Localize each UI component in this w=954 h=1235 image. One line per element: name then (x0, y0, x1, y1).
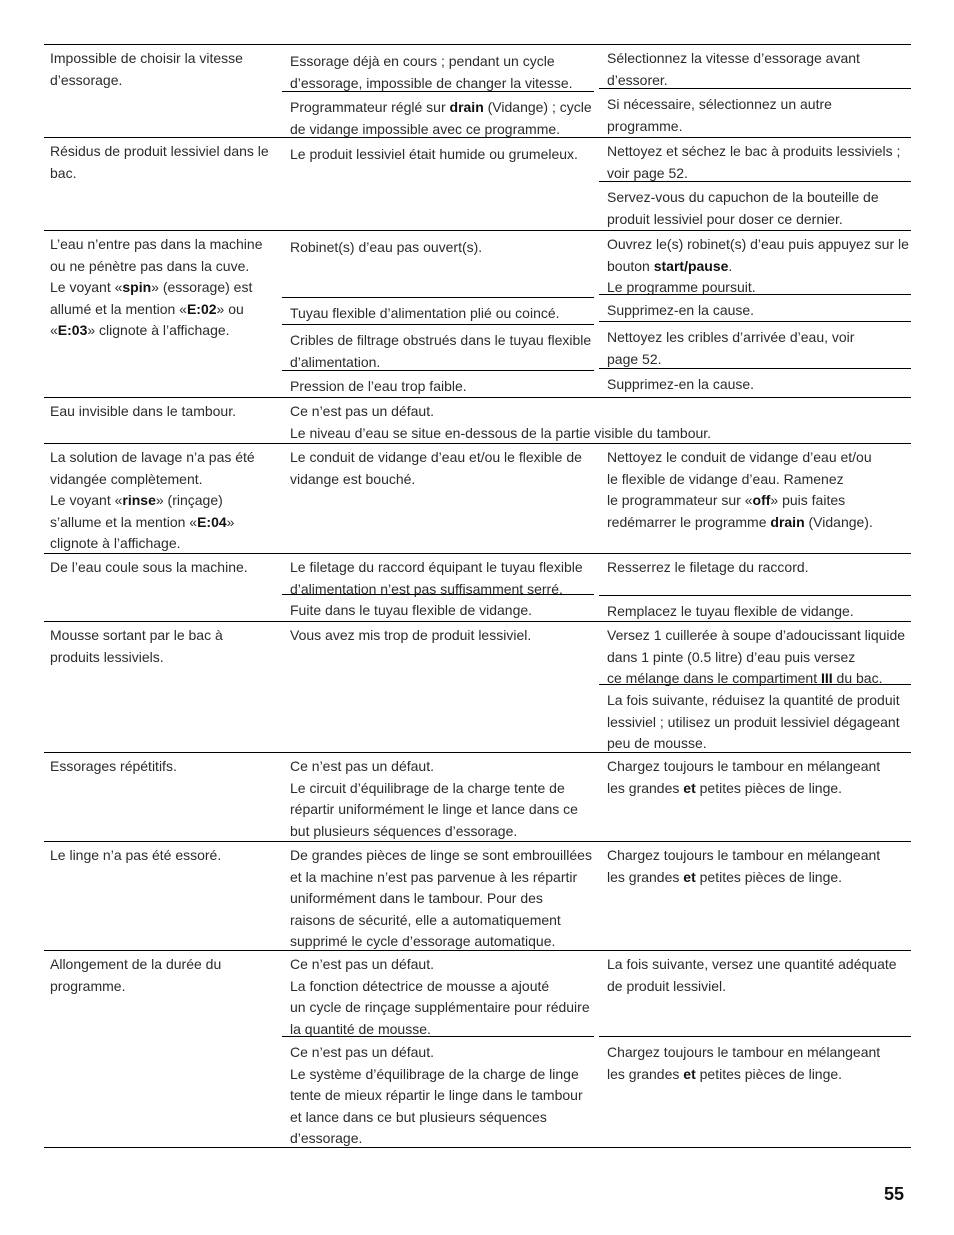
cause-text-line: répartir uniformément le linge et lance dans ce (290, 801, 578, 817)
cause-text-line: but plusieurs séquences d’essorage. (290, 822, 518, 839)
cause-text (282, 97, 602, 140)
problem-text-line: Le voyant «rinse» (rinçage) (50, 492, 223, 508)
cause-divider (282, 370, 594, 371)
cause-text-line: Programmateur réglé sur drain (Vidange) ; cycle (290, 99, 592, 115)
cause-text (282, 845, 602, 953)
cause-text (282, 600, 602, 622)
cause-text-line: Pression de l’eau trop faible. (290, 378, 467, 394)
cause-text (282, 330, 602, 373)
cause-text-line: Ce n’est pas un défaut. (290, 956, 434, 972)
cause-text-line: et la machine n’est pas parvenue à les répartir (290, 868, 578, 885)
solution-text (599, 187, 919, 230)
cause-text (282, 376, 602, 398)
solution-text-line: Sélectionnez la vitesse d’essorage avant (607, 50, 860, 66)
solution-text (599, 690, 919, 755)
solution-text-line: produit lessiviel pour doser ce dernier. (607, 210, 843, 227)
cause-text-line: Le produit lessiviel était humide ou grumeleux. (290, 146, 578, 162)
solution-text (599, 601, 919, 623)
solution-text (599, 625, 919, 690)
cause-text-line: Ce n’est pas un défaut. (290, 758, 434, 774)
cause-text-line: Fuite dans le tuyau flexible de vidange. (290, 602, 533, 618)
problem-text-line: Eau invisible dans le tambour. (50, 403, 236, 419)
table-row (44, 950, 911, 1148)
problem-text-line: Mousse sortant par le bac à (50, 627, 223, 643)
solution-text-line: lessiviel ; utilisez un produit lessiviel dégageant (607, 713, 900, 730)
cause-text-line: supprimé le cycle d’essorage automatique. (290, 933, 556, 949)
solution-text (599, 1042, 919, 1085)
cause-text-line: d’alimentation. (290, 353, 381, 370)
cause-text-line: de vidange impossible avec ce programme. (290, 120, 561, 137)
cause-divider (282, 324, 594, 325)
cause-divider (282, 594, 594, 595)
cause-text-line: Essorage déjà en cours ; pendant un cycle (290, 53, 555, 69)
problem-text (50, 234, 275, 342)
cause-text (282, 756, 602, 842)
solution-divider (599, 368, 911, 369)
cause-text-line: d’alimentation n’est pas suffisamment serré. (290, 580, 563, 597)
solution-divider (599, 294, 911, 295)
solution-text (599, 234, 919, 299)
cause-text (282, 447, 602, 490)
cause-divider (282, 297, 594, 298)
problem-text (50, 954, 275, 997)
cause-text (282, 144, 602, 166)
problem-text-line: Résidus de produit lessiviel dans le (50, 143, 269, 159)
solution-text-line: le programmateur sur «off» puis faites (607, 492, 846, 508)
solution-text (599, 845, 919, 888)
cause-text-line: et lance dans ce but plusieurs séquences (290, 1108, 547, 1125)
solution-text-line: de produit lessiviel. (607, 977, 727, 994)
solution-text-line: programme. (607, 117, 683, 134)
problem-text-line: s’allume et la mention «E:04» (50, 513, 235, 530)
solution-divider (599, 595, 911, 596)
cause-text-line: Cribles de filtrage obstrués dans le tuyau flexible (290, 332, 592, 348)
cause-text-line: uniformément dans le tambour. Pour des (290, 890, 543, 906)
problem-text-line: Impossible de choisir la vitesse (50, 50, 243, 66)
solution-text-line: Supprimez-en la cause. (607, 302, 755, 318)
cause-text (282, 237, 602, 259)
solution-divider (599, 684, 911, 685)
solution-divider (599, 1036, 911, 1037)
solution-text (599, 374, 919, 396)
solution-text-line: les grandes et petites pièces de linge. (607, 1065, 843, 1082)
problem-text-line: Le voyant «spin» (essorage) est (50, 279, 253, 295)
problem-text-line: De l’eau coule sous la machine. (50, 559, 248, 575)
solution-text-line: Nettoyez le conduit de vidange d’eau et/ou (607, 449, 872, 465)
cause-text-line: d’essorage. (290, 1130, 363, 1146)
problem-text (50, 141, 275, 184)
table-row (44, 443, 911, 554)
cause-text-line: Ce n’est pas un défaut. (290, 403, 434, 419)
problem-text-line: Allongement de la durée du (50, 956, 222, 972)
solution-text (599, 300, 919, 322)
solution-text-line: Le programme poursuit. (607, 279, 756, 295)
cause-text-line: Le circuit d’équilibrage de la charge tente de (290, 779, 565, 796)
solution-text-line: voir page 52. (607, 164, 688, 181)
cause-text (282, 954, 602, 1040)
cause-text-line: La fonction détectrice de mousse a ajouté (290, 977, 550, 994)
solution-text-line: Ouvrez le(s) robinet(s) d’eau puis appuyez sur le (607, 236, 909, 252)
table-row (44, 553, 911, 622)
solution-text (599, 756, 919, 799)
problem-text (50, 845, 275, 867)
problem-text (50, 625, 275, 668)
solution-text (599, 94, 919, 137)
solution-text-line: Servez-vous du capuchon de la bouteille de (607, 189, 879, 205)
problem-text (50, 557, 275, 579)
problem-text-line: d’essorage. (50, 71, 123, 88)
cause-text-line: vidange est bouché. (290, 470, 416, 487)
cause-text-line: Le conduit de vidange d’eau et/ou le flexible de (290, 449, 582, 465)
problem-text-line: L’eau n’entre pas dans la machine (50, 236, 263, 252)
solution-divider (599, 321, 911, 322)
table-row (44, 137, 911, 231)
cause-text-line: tente de mieux répartir le linge dans le tambour (290, 1087, 583, 1103)
cause-text-line: Le filetage du raccord équipant le tuyau flexible (290, 559, 583, 575)
cause-text-line: un cycle de rinçage supplémentaire pour réduire (290, 999, 590, 1015)
solution-text-line: Si nécessaire, sélectionnez un autre (607, 96, 832, 112)
problem-text (50, 447, 275, 555)
solution-text-line: Chargez toujours le tambour en mélangeant (607, 758, 881, 774)
problem-text (50, 401, 275, 423)
solution-text-line: Resserrez le filetage du raccord. (607, 559, 809, 575)
table-row (44, 841, 911, 951)
solution-text-line: Versez 1 cuillerée à soupe d’adoucissant liquide (607, 627, 906, 643)
cause-text-line: Robinet(s) d’eau pas ouvert(s). (290, 239, 483, 255)
cause-text-line: la quantité de mousse. (290, 1020, 431, 1037)
solution-text-line: ce mélange dans le compartiment III du bac. (607, 670, 883, 686)
cause-text (282, 1042, 602, 1150)
problem-text-line: clignote à l’affichage. (50, 535, 181, 551)
solution-text-line: redémarrer le programme drain (Vidange). (607, 513, 873, 530)
problem-text (50, 756, 275, 778)
solution-text (599, 141, 919, 184)
cause-text-line: raisons de sécurité, elle a automatiquement (290, 911, 561, 928)
solution-text (599, 447, 919, 533)
solution-text (599, 557, 919, 579)
table-row (44, 752, 911, 842)
table-row (44, 230, 911, 398)
solution-text-line: Chargez toujours le tambour en mélangeant (607, 1044, 881, 1060)
problem-text-line: vidangée complètement. (50, 470, 203, 487)
solution-text-line: peu de mousse. (607, 735, 707, 751)
solution-text-line: le flexible de vidange d’eau. Ramenez (607, 470, 844, 487)
cause-text-line: De grandes pièces de linge se sont embrouillées (290, 847, 592, 863)
solution-text-line: Remplacez le tuyau flexible de vidange. (607, 603, 854, 619)
cause-text (290, 401, 711, 444)
problem-text-line: Essorages répétitifs. (50, 758, 177, 774)
problem-text (50, 48, 275, 91)
cause-text-line: Le niveau d’eau se situe en-dessous de la partie visible du tambour. (290, 424, 712, 441)
solution-text-line: Nettoyez et séchez le bac à produits lessiviels ; (607, 143, 901, 159)
table-row (44, 44, 911, 138)
solution-divider (599, 88, 911, 89)
table-row (44, 621, 911, 753)
solution-text-line: page 52. (607, 350, 662, 367)
solution-text-line: les grandes et petites pièces de linge. (607, 868, 843, 885)
solution-text-line: d’essorer. (607, 71, 668, 88)
problem-text-line: produits lessiviels. (50, 648, 164, 665)
cause-text-line: Ce n’est pas un défaut. (290, 1044, 434, 1060)
cause-text (282, 303, 602, 325)
page-number: 55 (884, 1184, 905, 1204)
cause-text-line: Tuyau flexible d’alimentation plié ou coincé. (290, 305, 560, 321)
problem-text-line: allumé et la mention «E:02» ou (50, 300, 244, 317)
cause-text-line: Le système d’équilibrage de la charge de linge (290, 1065, 579, 1082)
solution-text-line: les grandes et petites pièces de linge. (607, 779, 843, 796)
problem-text-line: «E:03» clignote à l’affichage. (50, 322, 230, 338)
solution-text-line: bouton start/pause. (607, 257, 733, 274)
solution-text-line: La fois suivante, réduisez la quantité de produit (607, 692, 900, 708)
problem-text-line: programme. (50, 977, 126, 994)
cause-text-line: Vous avez mis trop de produit lessiviel. (290, 627, 532, 643)
cause-text (282, 51, 602, 94)
table-row (44, 397, 911, 444)
problem-text-line: Le linge n’a pas été essoré. (50, 847, 222, 863)
problem-text-line: ou ne pénètre pas dans la cuve. (50, 257, 250, 274)
solution-text-line: Nettoyez les cribles d’arrivée d’eau, voir (607, 329, 855, 345)
cause-text (282, 625, 602, 647)
problem-text-line: bac. (50, 164, 77, 181)
solution-divider (599, 181, 911, 182)
solution-text (599, 327, 919, 370)
solution-text (599, 48, 919, 91)
solution-text-line: La fois suivante, versez une quantité adéquate (607, 956, 897, 972)
solution-text (599, 954, 919, 997)
problem-text-line: La solution de lavage n’a pas été (50, 449, 255, 465)
solution-text-line: Chargez toujours le tambour en mélangeant (607, 847, 881, 863)
cause-divider (282, 1036, 594, 1037)
cause-divider (282, 91, 594, 92)
solution-text-line: Supprimez-en la cause. (607, 376, 755, 392)
cause-text-line: d’essorage, impossible de changer la vitesse. (290, 74, 573, 91)
solution-text-line: dans 1 pinte (0.5 litre) d’eau puis versez (607, 648, 856, 665)
